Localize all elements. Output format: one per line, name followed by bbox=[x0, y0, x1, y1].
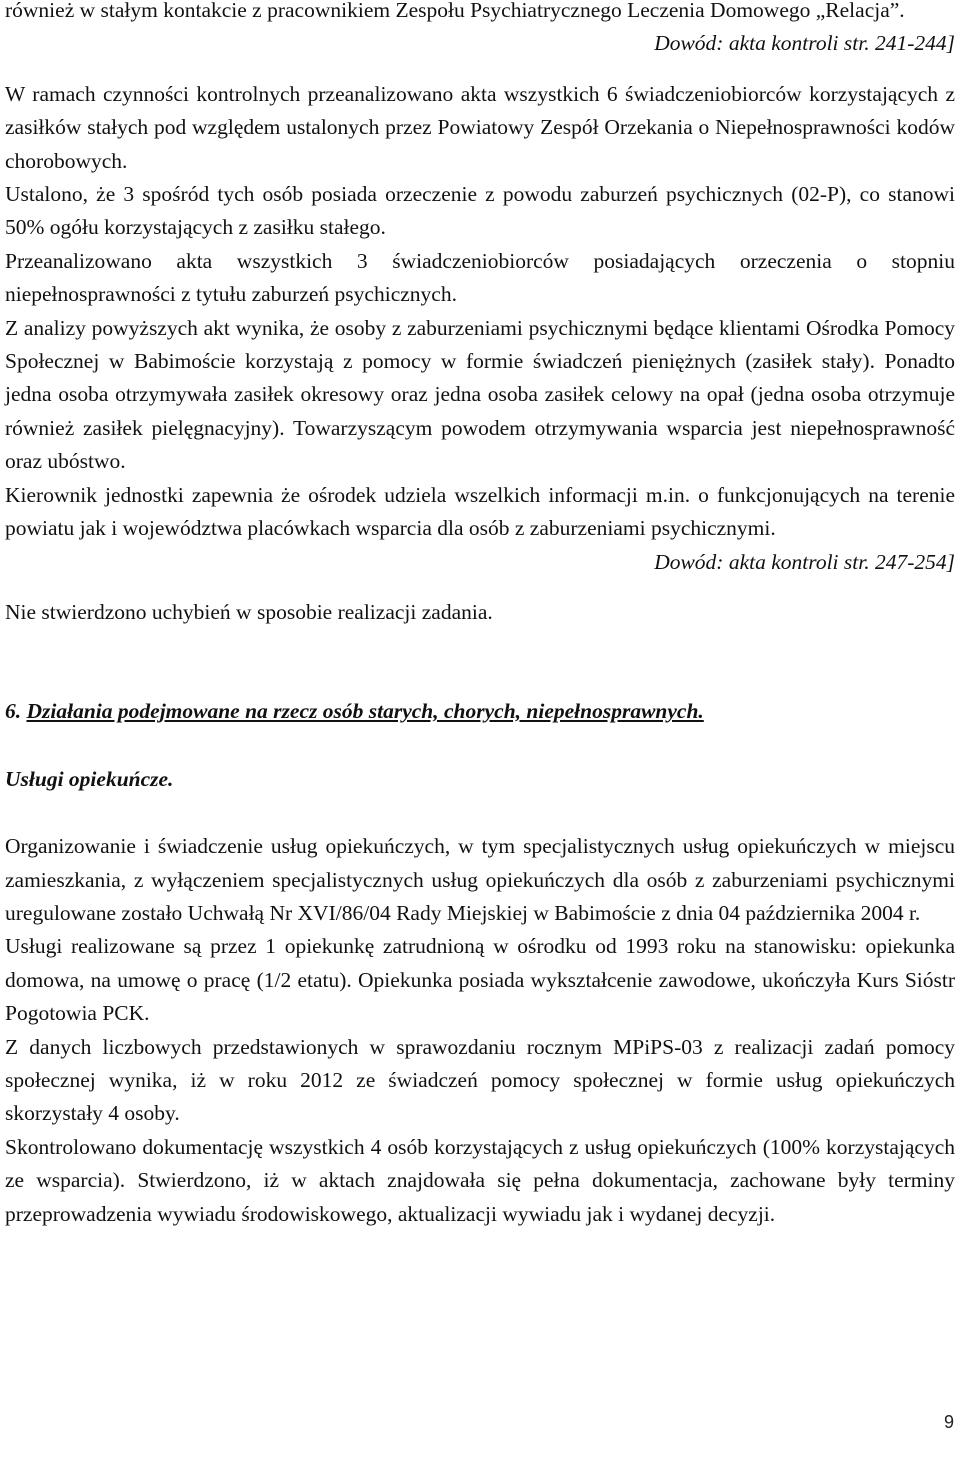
paragraph-findings: Ustalono, że 3 spośród tych osób posiada orzeczenie z powodu zaburzeń psychicznych (02-P), co stanowi 50% ogółu korzystających z zasiłku stałego. bbox=[5, 182, 955, 240]
paragraph-conclusion: Nie stwierdzono uchybień w sposobie realizacji zadania. bbox=[5, 599, 493, 624]
evidence-reference-1: Dowód: akta kontroli str. 241-244] bbox=[654, 31, 955, 56]
paragraph-statistics: Z danych liczbowych przedstawionych w sprawozdaniu rocznym MPiPS-03 z realizacji zadań pomocy społecznej wynika, iż w roku 2012 ze świadczeń pomocy społecznej w formie usług opiekuńczych skorzystały 4 osoby. bbox=[5, 1034, 955, 1126]
subsection-title: Usługi opiekuńcze. bbox=[5, 766, 174, 791]
page-number: 9 bbox=[943, 1412, 954, 1432]
paragraph-documentation-check: Skontrolowano dokumentację wszystkich 4 osób korzystających z usług opiekuńczych (100% korzystających ze wsparcia). Stwierdzono, iż w aktach znajdowała się pełna dokumentacja, zachowane były terminy przeprowadzenia wywiadu środowiskowego, aktualizacji wywiadu jak i wydanej decyzji. bbox=[5, 1134, 955, 1226]
section-title: Działania podejmowane na rzecz osób starych, chorych, niepełnosprawnych. bbox=[26, 699, 704, 724]
section-number: 6. bbox=[5, 699, 22, 724]
document-page bbox=[5, 0, 955, 1231]
paragraph-staff: Usługi realizowane są przez 1 opiekunkę zatrudnioną w ośrodku od 1993 roku na stanowisku: opiekunka domowa, na umowę o pracę (1/2 etatu). Opiekunka posiada wykształcenie zawodowe, ukończyła Kurs Sióstr Pogotowia PCK. bbox=[5, 934, 955, 1026]
paragraph-analysis: W ramach czynności kontrolnych przeanalizowano akta wszystkich 6 świadczeniobiorców korzystających z zasiłków stałych pod względem ustalonych przez Powiatowy Zespół Orzekania o Niepełnosprawności kodów chorobowych. bbox=[5, 81, 955, 173]
evidence-reference-2: Dowód: akta kontroli str. 247-254] bbox=[654, 549, 955, 574]
paragraph-files-review: Przeanalizowano akta wszystkich 3 świadczeniobiorców posiadających orzeczenia o stopniu niepełnosprawności z tytułu zaburzeń psychicznych. bbox=[5, 248, 955, 307]
paragraph-manager-info: Kierownik jednostki zapewnia że ośrodek udziela wszelkich informacji m.in. o funkcjonujących na terenie powiatu jak i województwa placówkach wsparcia dla osób z zaburzeniami psychicznymi. bbox=[5, 482, 955, 541]
paragraph-intro: również w stałym kontakcie z pracownikiem Zespołu Psychiatrycznego Leczenia Domowego „Relacja”. bbox=[5, 0, 905, 22]
paragraph-support-forms: Z analizy powyższych akt wynika, że osoby z zaburzeniami psychicznymi będące klientami Ośrodka Pomocy Społecznej w Babimoście korzystają z pomocy w formie świadczeń pieniężnych (zasiłek stały). Ponadto jedna osoba otrzymywała zasiłek okresowy oraz jedna osoba zasiłek celowy na opał (jedna osoba otrzymuje również zasiłek pielęgnacyjny). Towarzyszącym powodem otrzymywania wsparcia jest niepełnosprawność oraz ubóstwo. bbox=[5, 315, 955, 474]
section-heading bbox=[5, 695, 955, 728]
paragraph-regulation: Organizowanie i świadczenie usług opiekuńczych, w tym specjalistycznych usług opiekuńczych w miejscu zamieszkania, z wyłączeniem specjalistycznych usług opiekuńczych dla osób z zaburzeniami psychicznymi uregulowane zostało Uchwałą Nr XVI/86/04 Rady Miejskiej w Babimoście z dnia 04 października 2004 r. bbox=[5, 834, 955, 925]
